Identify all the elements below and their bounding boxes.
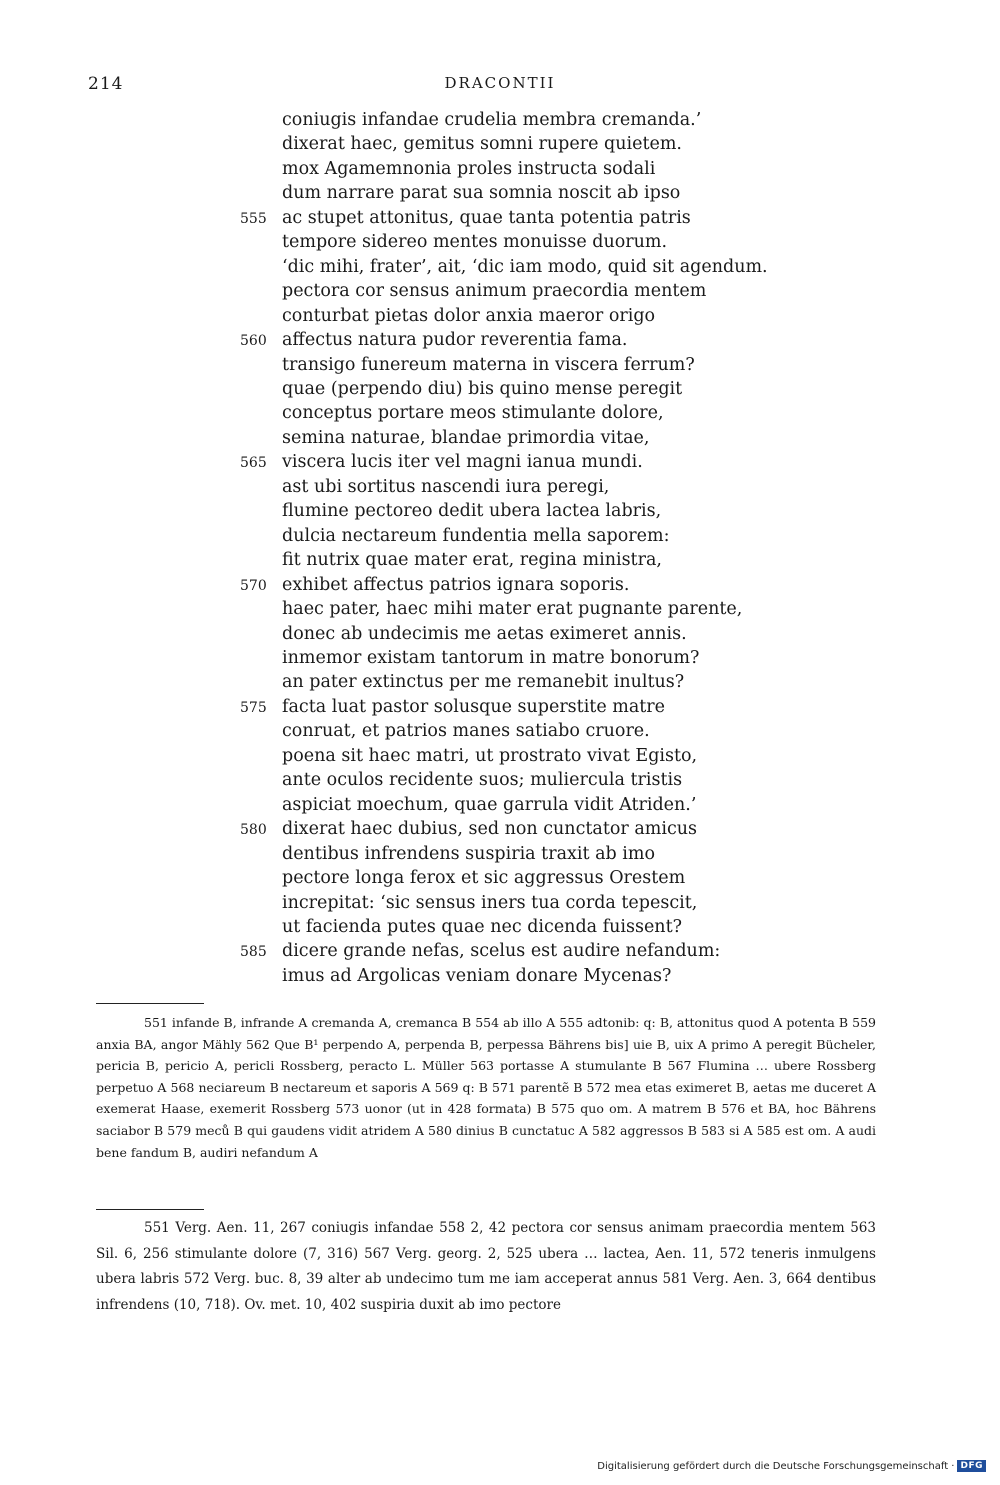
verse-text: dum narrare parat sua somnia noscit ab ipso xyxy=(282,183,681,204)
verse-text: increpitat: ‘sic sensus iners tua corda tepescit, xyxy=(282,892,698,913)
verse-text: dulcia nectareum fundentia mella saporem: xyxy=(282,525,670,546)
verse-text: flumine pectoreo dedit ubera lactea labris, xyxy=(282,501,662,522)
page-number: 214 xyxy=(88,74,124,94)
verse-line xyxy=(282,157,802,181)
line-number: 570 xyxy=(240,577,267,594)
testimonia-notes: 551 Verg. Aen. 11, 267 coniugis infandae 558 2, 42 pectora cor sensus animam praecordia mentem 563 Sil. 6, 256 stimulante dolore (7, 316) 567 Verg. georg. 2, 525 ubera … lactea, Aen. 11, 572 teneris inmulgens ubera labris 572 Verg. buc. 8, 39 alter ab undecimo tum me iam acceperat annus 581 Verg. Aen. 3, 664 dentibus infrendens (10, 718). Ov. met. 10, 402 suspiria duxit ab imo pectore xyxy=(96,1220,876,1313)
verse-line xyxy=(282,304,802,328)
line-number: 575 xyxy=(240,699,267,716)
verse-line xyxy=(282,255,802,279)
verse-text: poena sit haec matri, ut prostrato vivat Egisto, xyxy=(282,745,698,766)
testimonia-divider xyxy=(96,1209,204,1210)
verse-text: conceptus portare meos stimulante dolore, xyxy=(282,403,664,424)
verse-text: facta luat pastor solusque superstite matre xyxy=(282,696,666,717)
verse-line xyxy=(282,964,802,988)
verse-line xyxy=(240,573,802,597)
verse-line xyxy=(282,132,802,156)
verse-line xyxy=(282,377,802,401)
verse-text: dixerat haec dubius, sed non cunctator amicus xyxy=(282,819,698,840)
verse-line xyxy=(282,548,802,572)
verse-line xyxy=(240,450,802,474)
verse-text: an pater extinctus per me remanebit inultus? xyxy=(282,672,685,693)
line-number: 560 xyxy=(240,333,267,350)
verse-text: haec pater, haec mihi mater erat pugnante parente, xyxy=(282,599,743,620)
verse-line xyxy=(282,279,802,303)
verse-text: viscera lucis iter vel magni ianua mundi. xyxy=(282,452,643,473)
verse-text: ast ubi sortitus nascendi iura peregi, xyxy=(282,476,610,497)
verse-text: quae (perpendo diu) bis quino mense peregit xyxy=(282,378,683,399)
verse-text: pectora cor sensus animum praecordia mentem xyxy=(282,281,707,302)
verse-text: affectus natura pudor reverentia fama. xyxy=(282,330,628,351)
verse-line xyxy=(282,915,802,939)
verse-line xyxy=(240,206,802,230)
verse-line xyxy=(282,426,802,450)
verse-line xyxy=(282,793,802,817)
verse-line xyxy=(282,597,802,621)
verse-line xyxy=(282,475,802,499)
verse-text: semina naturae, blandae primordia vitae, xyxy=(282,427,650,448)
verse-text: transigo funereum materna in viscera ferrum? xyxy=(282,354,695,375)
verse-text: dixerat haec, gemitus somni rupere quietem. xyxy=(282,134,682,155)
verse-line xyxy=(282,181,802,205)
verse-text: inmemor existam tantorum in matre bonorum? xyxy=(282,647,700,668)
credit-text: Digitalisierung gefördert durch die Deutsche Forschungsgemeinschaft · xyxy=(597,1460,955,1472)
verse-text: conturbat pietas dolor anxia maeror origo xyxy=(282,305,656,326)
verse-line xyxy=(282,744,802,768)
verse-text: ac stupet attonitus, quae tanta potentia patris xyxy=(282,207,691,228)
verse-line xyxy=(282,353,802,377)
verse-text: dicere grande nefas, scelus est audire nefandum: xyxy=(282,941,721,962)
verse-line xyxy=(282,524,802,548)
verse-text: aspiciat moechum, quae garrula vidit Atriden.’ xyxy=(282,794,697,815)
verse-text: exhibet affectus patrios ignara soporis. xyxy=(282,574,630,595)
verse-line xyxy=(282,670,802,694)
verse-text: pectore longa ferox et sic aggressus Orestem xyxy=(282,868,686,889)
verse-text: ut facienda putes quae nec dicenda fuissent? xyxy=(282,916,682,937)
poem-text xyxy=(240,108,802,988)
line-number: 580 xyxy=(240,822,267,839)
verse-line xyxy=(282,108,802,132)
digitization-credit xyxy=(597,1460,986,1472)
verse-text: ante oculos recidente suos; muliercula tristis xyxy=(282,770,683,791)
verse-line xyxy=(240,817,802,841)
verse-text: dentibus infrendens suspiria traxit ab imo xyxy=(282,843,655,864)
verse-line xyxy=(240,328,802,352)
verse-line xyxy=(282,622,802,646)
verse-text: ‘dic mihi, frater’, ait, ‘dic iam modo, quid sit agendum. xyxy=(282,256,768,277)
dfg-logo: DFG xyxy=(957,1460,986,1472)
verse-text: mox Agamemnonia proles instructa sodali xyxy=(282,158,656,179)
verse-line xyxy=(282,646,802,670)
critical-apparatus: 551 infande B, infrande A cremanda A, cremanca B 554 ab illo A 555 adtonib: q: B, attonitus quod A potenta B 559 anxia BA, angor Mähly 562 Que B¹ perpendo A, perpenda B, perpessa Bährens bis] uie B, uix A primo A peregit Bücheler, pericia B, pericio A, pericli Rossberg, peracto L. Müller 563 portasse A stumulante B 567 Flumina … ubere Rossberg perpetuo A 568 neciareum B nectareum et saporis A 569 q: B 571 parentẽ B 572 mea etas eximeret B, aetas me duceret A exemerat Haase, exemerit Rossberg 573 uonor (ut in 428 formata) B 575 quo om. A matrem B 576 et BA, hoc Bährens saciabor B 579 meců B qui gaudens vidit atridem A 580 dinius B cunctatuc A 582 aggressos B 583 si A 585 est om. A audi bene fandum B, audiri nefandum A xyxy=(96,1015,876,1160)
running-title: DRACONTII xyxy=(444,74,556,92)
verse-line xyxy=(282,401,802,425)
verse-text: donec ab undecimis me aetas eximeret annis. xyxy=(282,623,687,644)
verse-text: fit nutrix quae mater erat, regina ministra, xyxy=(282,550,662,571)
verse-line xyxy=(282,866,802,890)
verse-text: tempore sidereo mentes monuisse duorum. xyxy=(282,232,668,253)
verse-text: conruat, et patrios manes satiabo cruore. xyxy=(282,721,650,742)
verse-text: coniugis infandae crudelia membra cremanda.’ xyxy=(282,110,702,130)
verse-line xyxy=(282,230,802,254)
verse-line xyxy=(282,499,802,523)
verse-line xyxy=(240,695,802,719)
line-number: 585 xyxy=(240,944,267,961)
verse-text: imus ad Argolicas veniam donare Mycenas? xyxy=(282,965,672,986)
verse-line xyxy=(282,842,802,866)
verse-line xyxy=(240,939,802,963)
verse-line xyxy=(282,719,802,743)
verse-line xyxy=(282,768,802,792)
verse-line xyxy=(282,891,802,915)
line-number: 565 xyxy=(240,455,267,472)
line-number: 555 xyxy=(240,210,267,227)
apparatus-divider xyxy=(96,1003,204,1004)
